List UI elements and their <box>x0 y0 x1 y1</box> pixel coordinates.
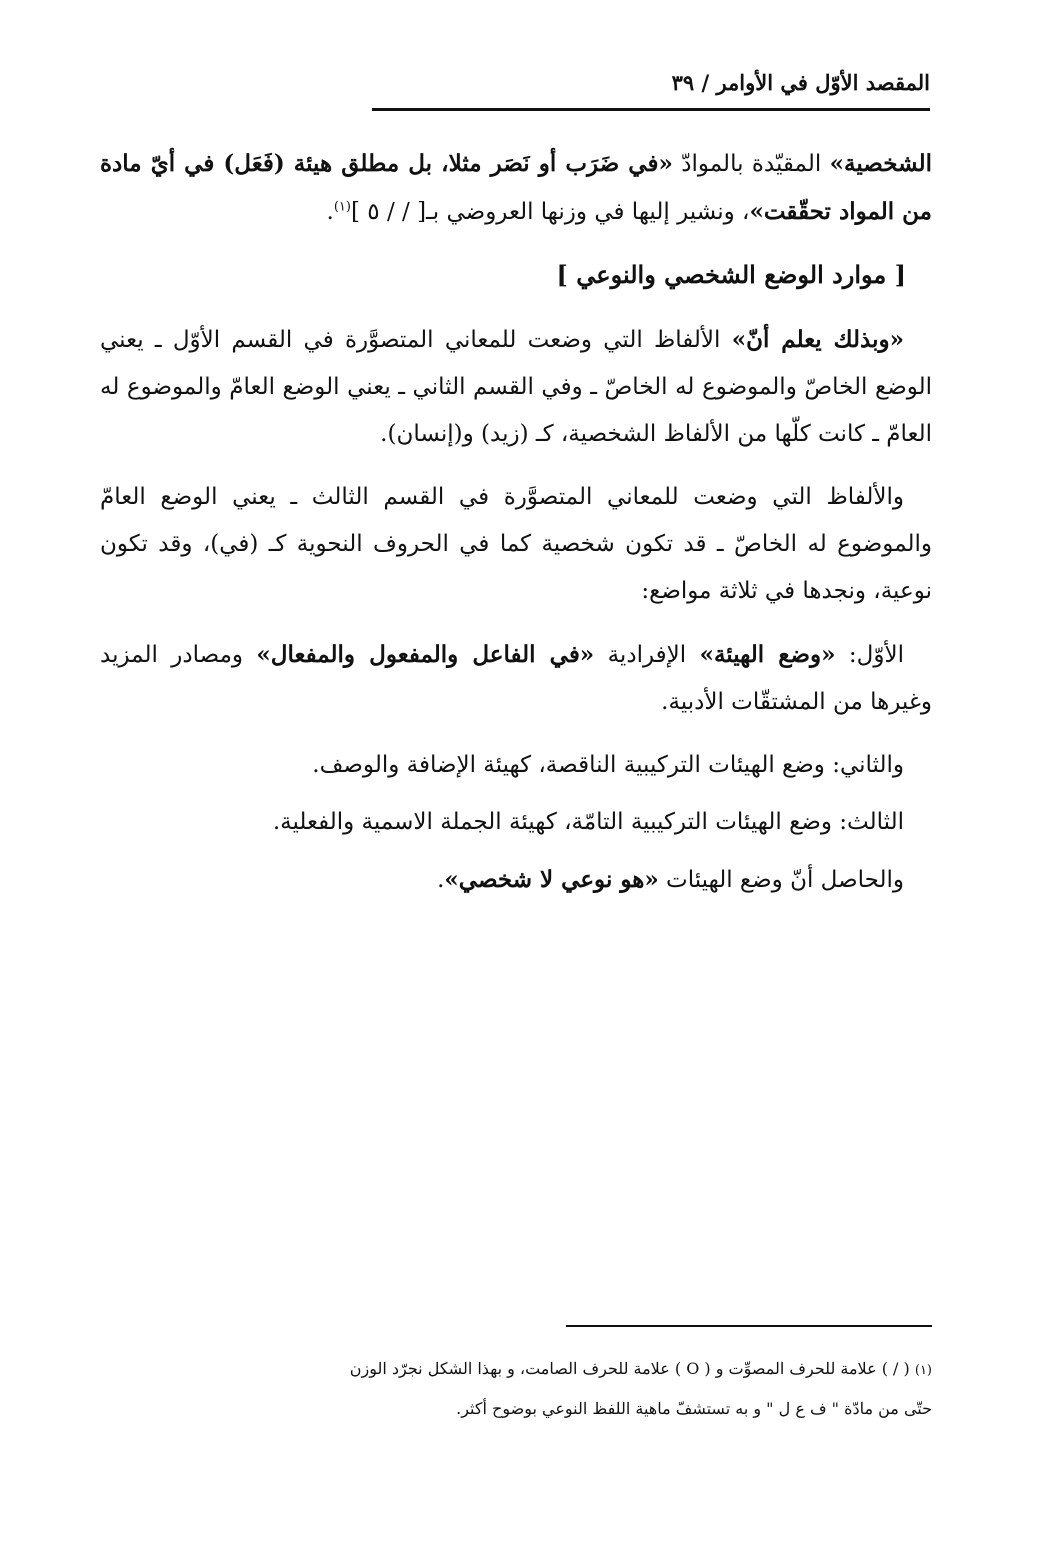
bold-run: «هو نوعي لا شخصي» <box>444 866 659 893</box>
footnote-1 <box>100 1350 932 1390</box>
section-heading: [ موارد الوضع الشخصي والنوعي ] <box>556 260 906 289</box>
text-run: والحاصل أنّ وضع الهيئات <box>658 867 904 893</box>
footnote-marker: (١) <box>914 1363 932 1378</box>
paragraph-3: والألفاظ التي وضعت للمعاني المتصوَّرة في القسم الثالث ـ يعني الوضع العامّ والموضوع له الخاصّ ـ قد تكون شخصية كما في الحروف النحوية كـ (في)، وقد تكون نوعية، ونجدها في ثلاثة مواضع: <box>100 484 932 604</box>
bold-run: «وضع الهيئة» <box>699 641 836 668</box>
footnotes <box>100 1350 932 1428</box>
text-run: الألفاظ التي وضعت للمعاني المتصوَّرة في القسم الأوّل ـ يعني الوضع الخاصّ والموضوع له الخاصّ ـ وفي القسم الثاني ـ يعني الوضع العامّ والموضوع له العامّ ـ كانت كلّها من الألفاظ الشخصية، كـ (زيد) و(إنسان). <box>100 327 932 447</box>
running-header-title: المقصد الأوّل في الأوامر / ٣٩ <box>671 70 930 95</box>
text-run: الإفرادية <box>594 642 700 668</box>
header-rule <box>372 108 930 111</box>
text-run: . <box>326 199 334 225</box>
page-header <box>100 60 930 112</box>
bold-run: الشخصية» <box>829 150 932 177</box>
paragraph-5: والثاني: وضع الهيئات التركيبية الناقصة، كهيئة الإضافة والوصف. <box>312 752 904 778</box>
bold-run: «في ضَرَب أو نَصَر مثلا، بل مطلق هيئة (فَعَل) في أيّ مادة من المواد تحقّقت» <box>100 150 932 225</box>
bold-run: «وبذلك يعلم أنّ» <box>731 326 905 353</box>
footnote-1-continued: حتّى من مادّة " ف ع ل " و به تستشفّ ماهية اللفظ النوعي بوضوح أكثر. <box>456 1399 932 1418</box>
paragraph-1 <box>100 140 932 236</box>
paragraph-7 <box>100 856 932 904</box>
paragraph-4 <box>100 631 932 726</box>
text-run: الأوّل: <box>835 642 904 668</box>
footnote-ref: (١) <box>333 199 351 215</box>
paragraph-6: الثالث: وضع الهيئات التركيبية التامّة، كهيئة الجملة الاسمية والفعلية. <box>272 809 904 835</box>
paragraph-2 <box>100 316 932 458</box>
text-run: المقيّدة بالموادّ <box>672 151 830 177</box>
footnote-rule <box>566 1325 932 1327</box>
bold-run: «في الفاعل والمفعول والمفعال» <box>256 641 595 668</box>
page-body <box>100 140 932 914</box>
text-run: ، ونشير إليها في وزنها العروضي بـ[ / / ٥ ] <box>350 199 750 225</box>
text-run: . <box>437 867 445 893</box>
text-run: ومصادر المزيد وغيرها من المشتقّات الأدبية. <box>100 642 932 715</box>
footnote-text: ( / ) علامة للحرف المصوِّت و ( O ) علامة للحرف الصامت، و بهذا الشكل نجرّد الوزن <box>349 1359 915 1378</box>
